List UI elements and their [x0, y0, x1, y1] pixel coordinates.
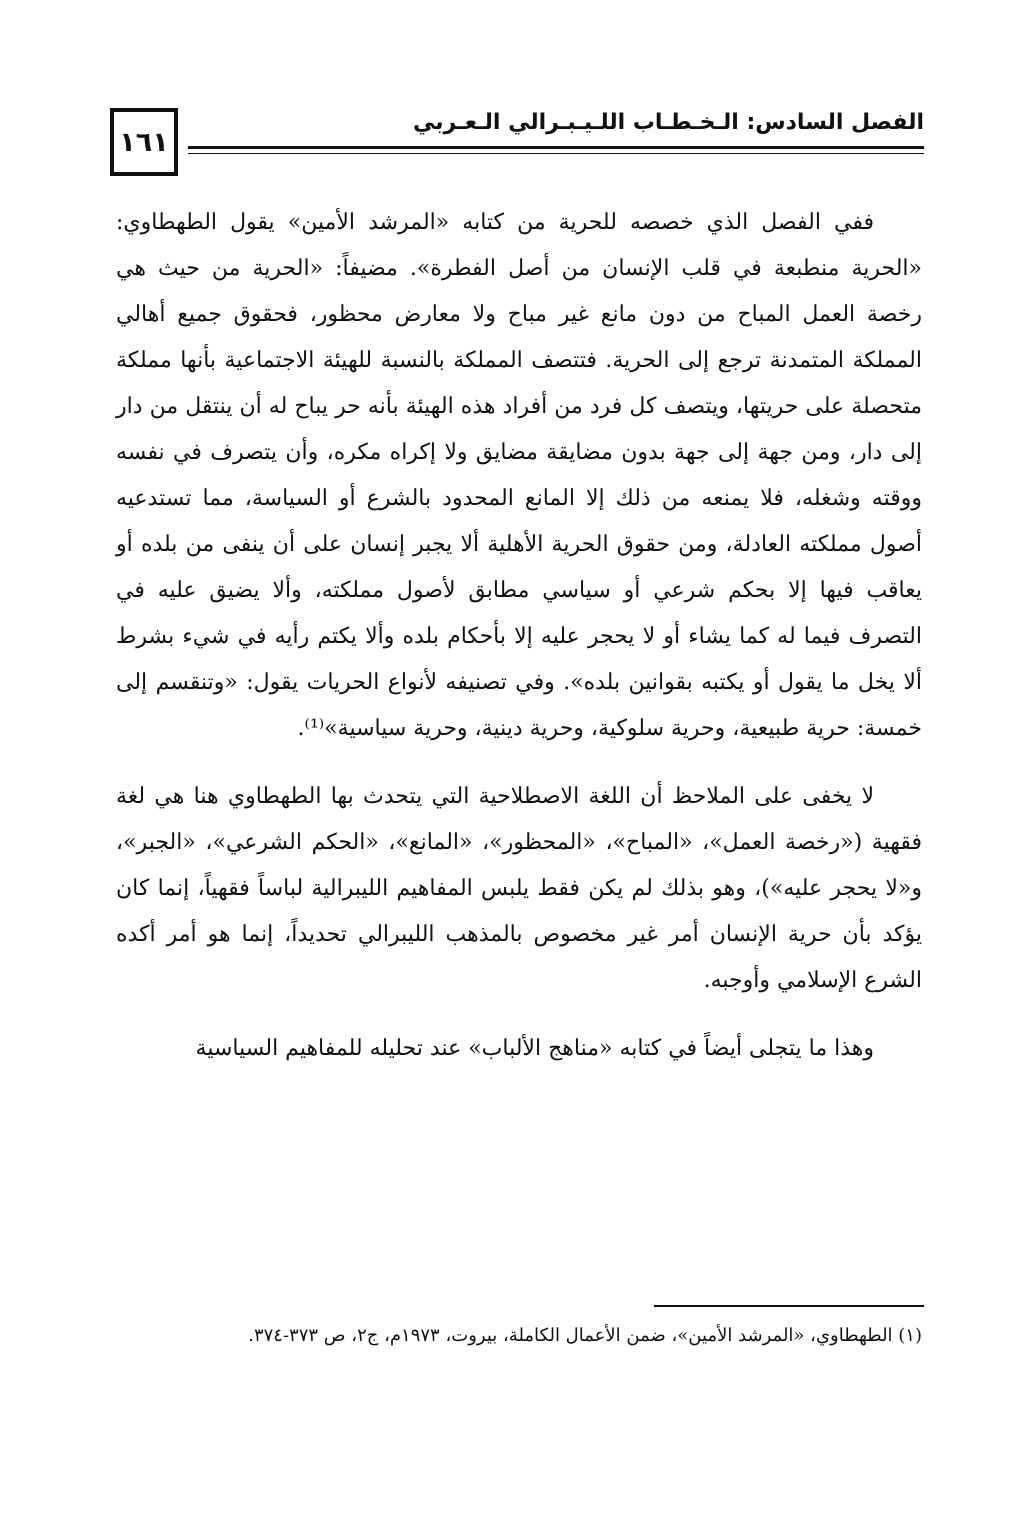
paragraph-tahtawi-quote: ففي الفصل الذي خصصه للحرية من كتابه «المرشد الأمين» يقول الطهطاوي: «الحرية منطبعة في قلب الإنسان من أصل الفطرة». مضيفاً: «الحرية من حيث هي رخصة العمل المباح من دون مانع غير مباح ولا معارض محظور، فحقوق جميع أهالي المملكة المتمدنة ترجع إلى الحرية. فتتصف المملكة بالنسبة للهيئة الاجتماعية بأنها مملكة متحصلة على حريتها، ويتصف كل فرد من أفراد هذه الهيئة بأنه حر يباح له أن ينتقل من دار إلى دار، ومن جهة إلى جهة بدون مضايقة مضايق ولا إكراه مكره، وأن يتصرف في نفسه ووقته وشغله، فلا يمنعه من ذلك إلا المانع المحدود بالشرع أو السياسة، مما تستدعيه أصول مملكته العادلة، ومن حقوق الحرية الأهلية ألا يجبر إنسان على أن ينفى من بلده أو يعاقب فيها إلا بحكم شرعي أو سياسي مطابق لأصول مملكته، وألا يضيق عليه في التصرف فيما له كما يشاء أو لا يحجر عليه إلا بأحكام بلده وألا يكتم رأيه في شيء بشرط ألا يخل ما يقول أو يكتبه بقوانين بلده». وفي تصنيفه لأنواع الحريات يقول: «وتنقسم إلى خمسة: حرية طبيعية، وحرية سلوكية، وحرية دينية، وحرية سياسية»⁽¹⁾. — [116, 210, 922, 741]
page-number-box — [110, 108, 178, 176]
body-text — [116, 200, 922, 1072]
footnote-separator — [654, 1305, 924, 1307]
header-rule-thick — [188, 146, 924, 149]
chapter-title: الفصل السادس: الـخـطـاب اللـيـبـرالي الـعـربي — [412, 110, 924, 135]
paragraph-manahij-albab: وهذا ما يتجلى أيضاً في كتابه «مناهج الألباب» عند تحليله للمفاهيم السياسية — [195, 1036, 874, 1061]
header-rule-thin — [188, 153, 924, 154]
footnotes — [116, 1318, 922, 1354]
paragraph-fiqh-language: لا يخفى على الملاحظ أن اللغة الاصطلاحية التي يتحدث بها الطهطاوي هنا هي لغة فقهية («رخصة العمل»، «المباح»، «المحظور»، «المانع»، «الحكم الشرعي»، «الجبر»، و«لا يحجر عليه»)، وهو بذلك لم يكن فقط يلبس المفاهيم الليبرالية لباساً فقهياً، إنما كان يؤكد بأن حرية الإنسان أمر غير مخصوص بالمذهب الليبرالي تحديداً، إنما هو أمر أكده الشرع الإسلامي وأوجبه. — [116, 784, 922, 993]
footnote-1: (١) الطهطاوي، «المرشد الأمين»، ضمن الأعمال الكاملة، بيروت، ١٩٧٣م، ج٢، ص ٣٧٣-٣٧٤. — [248, 1325, 922, 1346]
page-number: ١٦١ — [119, 126, 169, 158]
running-header — [110, 100, 924, 190]
